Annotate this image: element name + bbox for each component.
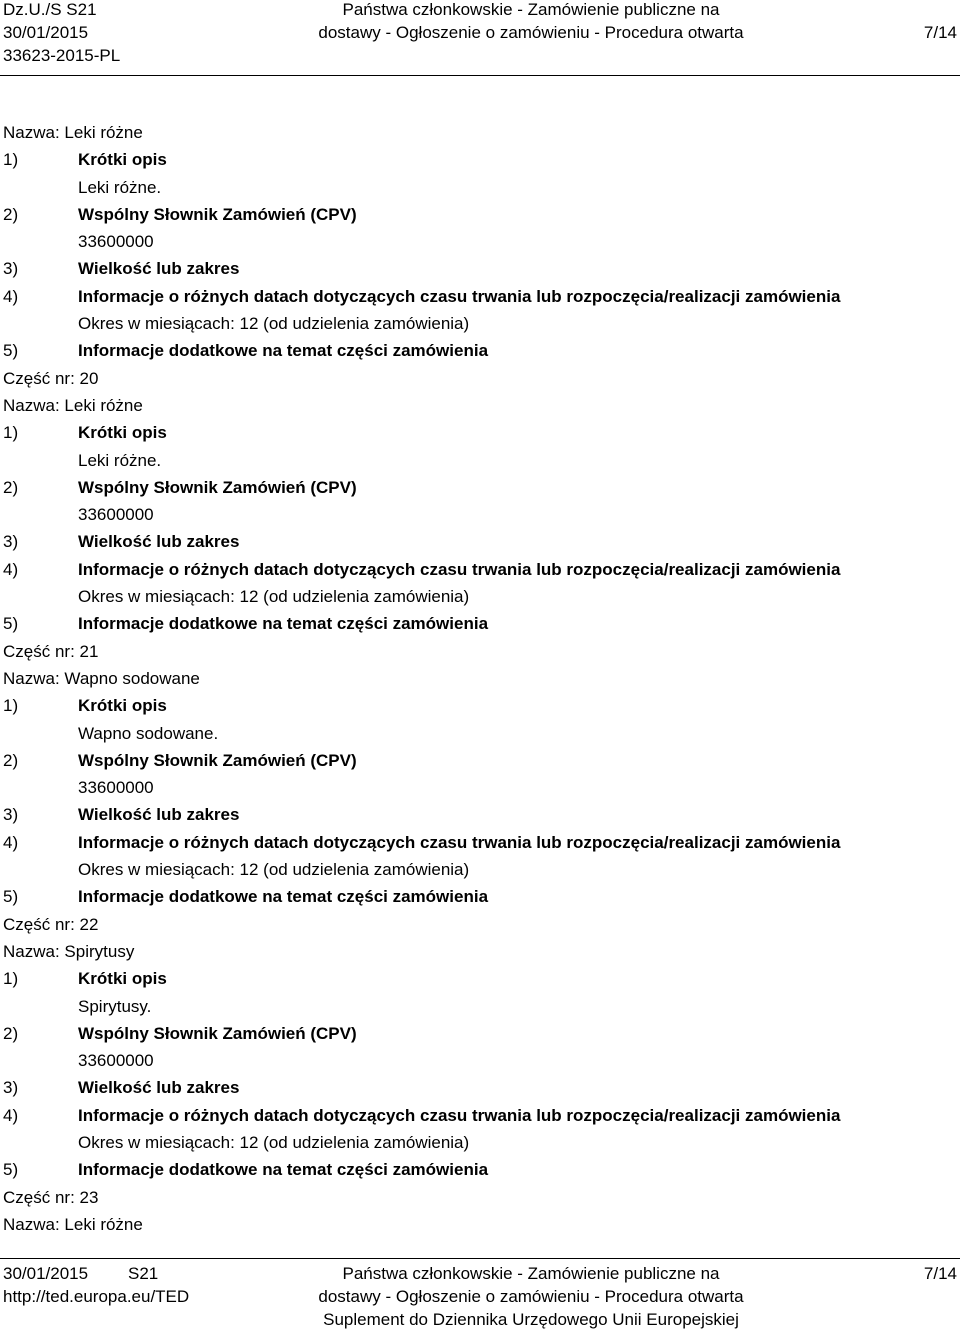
header-rule <box>0 75 960 76</box>
section-heading <box>3 747 953 774</box>
section-number: 4) <box>3 1105 19 1125</box>
section-value-text: 33600000 <box>78 505 154 525</box>
section-number: 5) <box>3 341 19 361</box>
footer-title-line-2: dostawy - Ogłoszenie o zamówieniu - Procedura otwarta <box>318 1287 744 1306</box>
section-number: 4) <box>3 286 19 306</box>
section-heading <box>3 528 953 555</box>
section-value <box>3 856 953 883</box>
header-title-line-2: dostawy - Ogłoszenie o zamówieniu - Procedura otwarta <box>318 23 744 42</box>
section-number: 1) <box>3 696 19 716</box>
footer-title-line-1: Państwa członkowskie - Zamówienie publiczne na <box>342 1264 720 1283</box>
section-number: 3) <box>3 805 19 825</box>
field-text: Nazwa: Leki różne <box>3 1214 143 1234</box>
field-text: Część nr: 23 <box>3 1187 99 1207</box>
field-text: Nazwa: Spirytusy <box>3 941 135 961</box>
section-number: 1) <box>3 423 19 443</box>
section-number: 2) <box>3 750 19 770</box>
section-heading <box>3 692 953 719</box>
header-page-number: 7/14 <box>923 23 957 42</box>
section-title: Informacje dodatkowe na temat części zamówienia <box>78 887 489 907</box>
header-center <box>0 0 960 44</box>
section-title: Informacje o różnych datach dotyczących czasu trwania lub rozpoczęcia/realizacji zamówienia <box>78 286 841 306</box>
section-heading <box>3 337 953 364</box>
section-value <box>3 310 953 337</box>
section-heading <box>3 883 953 910</box>
section-heading <box>3 801 953 828</box>
section-value-text: Okres w miesiącach: 12 (od udzielenia zamówienia) <box>78 1132 470 1152</box>
field-line <box>3 1184 953 1211</box>
section-heading <box>3 965 953 992</box>
section-number: 5) <box>3 1160 19 1180</box>
section-number: 3) <box>3 532 19 552</box>
section-number: 5) <box>3 887 19 907</box>
journal-ref: Dz.U./S S21 <box>3 0 97 19</box>
section-value-text: 33600000 <box>78 1051 154 1071</box>
section-title: Wielkość lub zakres <box>78 805 240 825</box>
section-title: Wspólny Słownik Zamówień (CPV) <box>78 477 357 497</box>
section-title: Informacje o różnych datach dotyczących czasu trwania lub rozpoczęcia/realizacji zamówienia <box>78 832 841 852</box>
section-title: Informacje dodatkowe na temat części zamówienia <box>78 1160 489 1180</box>
footer-series: S21 <box>128 1264 159 1283</box>
field-text: Część nr: 21 <box>3 641 99 661</box>
footer-url: http://ted.europa.eu/TED <box>3 1287 190 1306</box>
section-heading <box>3 146 953 173</box>
header-date: 30/01/2015 <box>3 23 89 42</box>
section-title: Wielkość lub zakres <box>78 532 240 552</box>
section-title: Krótki opis <box>78 150 167 170</box>
section-number: 3) <box>3 1078 19 1098</box>
field-line <box>3 938 953 965</box>
field-text: Część nr: 20 <box>3 368 99 388</box>
field-line <box>3 392 953 419</box>
section-heading <box>3 610 953 637</box>
notice-number: 33623-2015-PL <box>3 46 121 65</box>
section-value <box>3 1129 953 1156</box>
section-value <box>3 228 953 255</box>
section-title: Wielkość lub zakres <box>78 1078 240 1098</box>
section-number: 4) <box>3 832 19 852</box>
section-number: 3) <box>3 259 19 279</box>
field-line <box>3 638 953 665</box>
section-heading <box>3 1074 953 1101</box>
notice-content <box>3 119 953 1238</box>
field-line <box>3 665 953 692</box>
footer-supplement: Suplement do Dziennika Urzędowego Unii Europejskiej <box>323 1310 739 1329</box>
footer-page-number: 7/14 <box>923 1264 957 1283</box>
section-number: 5) <box>3 614 19 634</box>
section-value <box>3 993 953 1020</box>
section-title: Wspólny Słownik Zamówień (CPV) <box>78 750 357 770</box>
footer-rule <box>0 1258 960 1259</box>
section-value-text: 33600000 <box>78 232 154 252</box>
section-title: Wspólny Słownik Zamówień (CPV) <box>78 204 357 224</box>
section-value <box>3 720 953 747</box>
section-value <box>3 447 953 474</box>
section-title: Krótki opis <box>78 969 167 989</box>
section-value-text: Spirytusy. <box>78 996 152 1016</box>
section-title: Wielkość lub zakres <box>78 259 240 279</box>
field-text: Nazwa: Leki różne <box>3 123 143 142</box>
section-heading <box>3 255 953 282</box>
section-number: 2) <box>3 204 19 224</box>
field-line <box>3 119 953 146</box>
section-value-text: Okres w miesiącach: 12 (od udzielenia zamówienia) <box>78 314 470 334</box>
section-value <box>3 774 953 801</box>
section-heading <box>3 474 953 501</box>
section-title: Informacje dodatkowe na temat części zamówienia <box>78 614 489 634</box>
field-text: Nazwa: Leki różne <box>3 395 143 415</box>
section-number: 1) <box>3 150 19 170</box>
section-heading <box>3 829 953 856</box>
section-heading <box>3 1156 953 1183</box>
section-value-text: Leki różne. <box>78 177 162 197</box>
section-title: Informacje o różnych datach dotyczących czasu trwania lub rozpoczęcia/realizacji zamówienia <box>78 1105 841 1125</box>
section-heading <box>3 556 953 583</box>
field-line <box>3 911 953 938</box>
section-number: 4) <box>3 559 19 579</box>
field-text: Część nr: 22 <box>3 914 99 934</box>
section-value <box>3 583 953 610</box>
section-heading <box>3 1020 953 1047</box>
footer-date: 30/01/2015 <box>3 1264 89 1283</box>
field-text: Nazwa: Wapno sodowane <box>3 668 200 688</box>
section-value-text: Leki różne. <box>78 450 162 470</box>
section-value <box>3 501 953 528</box>
section-value-text: Okres w miesiącach: 12 (od udzielenia zamówienia) <box>78 587 470 607</box>
section-value-text: Wapno sodowane. <box>78 723 219 743</box>
section-number: 2) <box>3 1023 19 1043</box>
section-value-text: Okres w miesiącach: 12 (od udzielenia zamówienia) <box>78 860 470 880</box>
field-line <box>3 365 953 392</box>
section-title: Wspólny Słownik Zamówień (CPV) <box>78 1023 357 1043</box>
header-title-line-1: Państwa członkowskie - Zamówienie publiczne na <box>342 0 720 19</box>
section-value <box>3 174 953 201</box>
footer-center <box>0 1262 960 1331</box>
section-heading <box>3 1102 953 1129</box>
section-title: Informacje o różnych datach dotyczących czasu trwania lub rozpoczęcia/realizacji zamówienia <box>78 559 841 579</box>
section-title: Krótki opis <box>78 423 167 443</box>
section-title: Krótki opis <box>78 696 167 716</box>
section-heading <box>3 283 953 310</box>
section-number: 1) <box>3 969 19 989</box>
section-value-text: 33600000 <box>78 778 154 798</box>
section-heading <box>3 201 953 228</box>
section-number: 2) <box>3 477 19 497</box>
section-title: Informacje dodatkowe na temat części zamówienia <box>78 341 489 361</box>
section-value <box>3 1047 953 1074</box>
field-line <box>3 1211 953 1238</box>
section-heading <box>3 419 953 446</box>
